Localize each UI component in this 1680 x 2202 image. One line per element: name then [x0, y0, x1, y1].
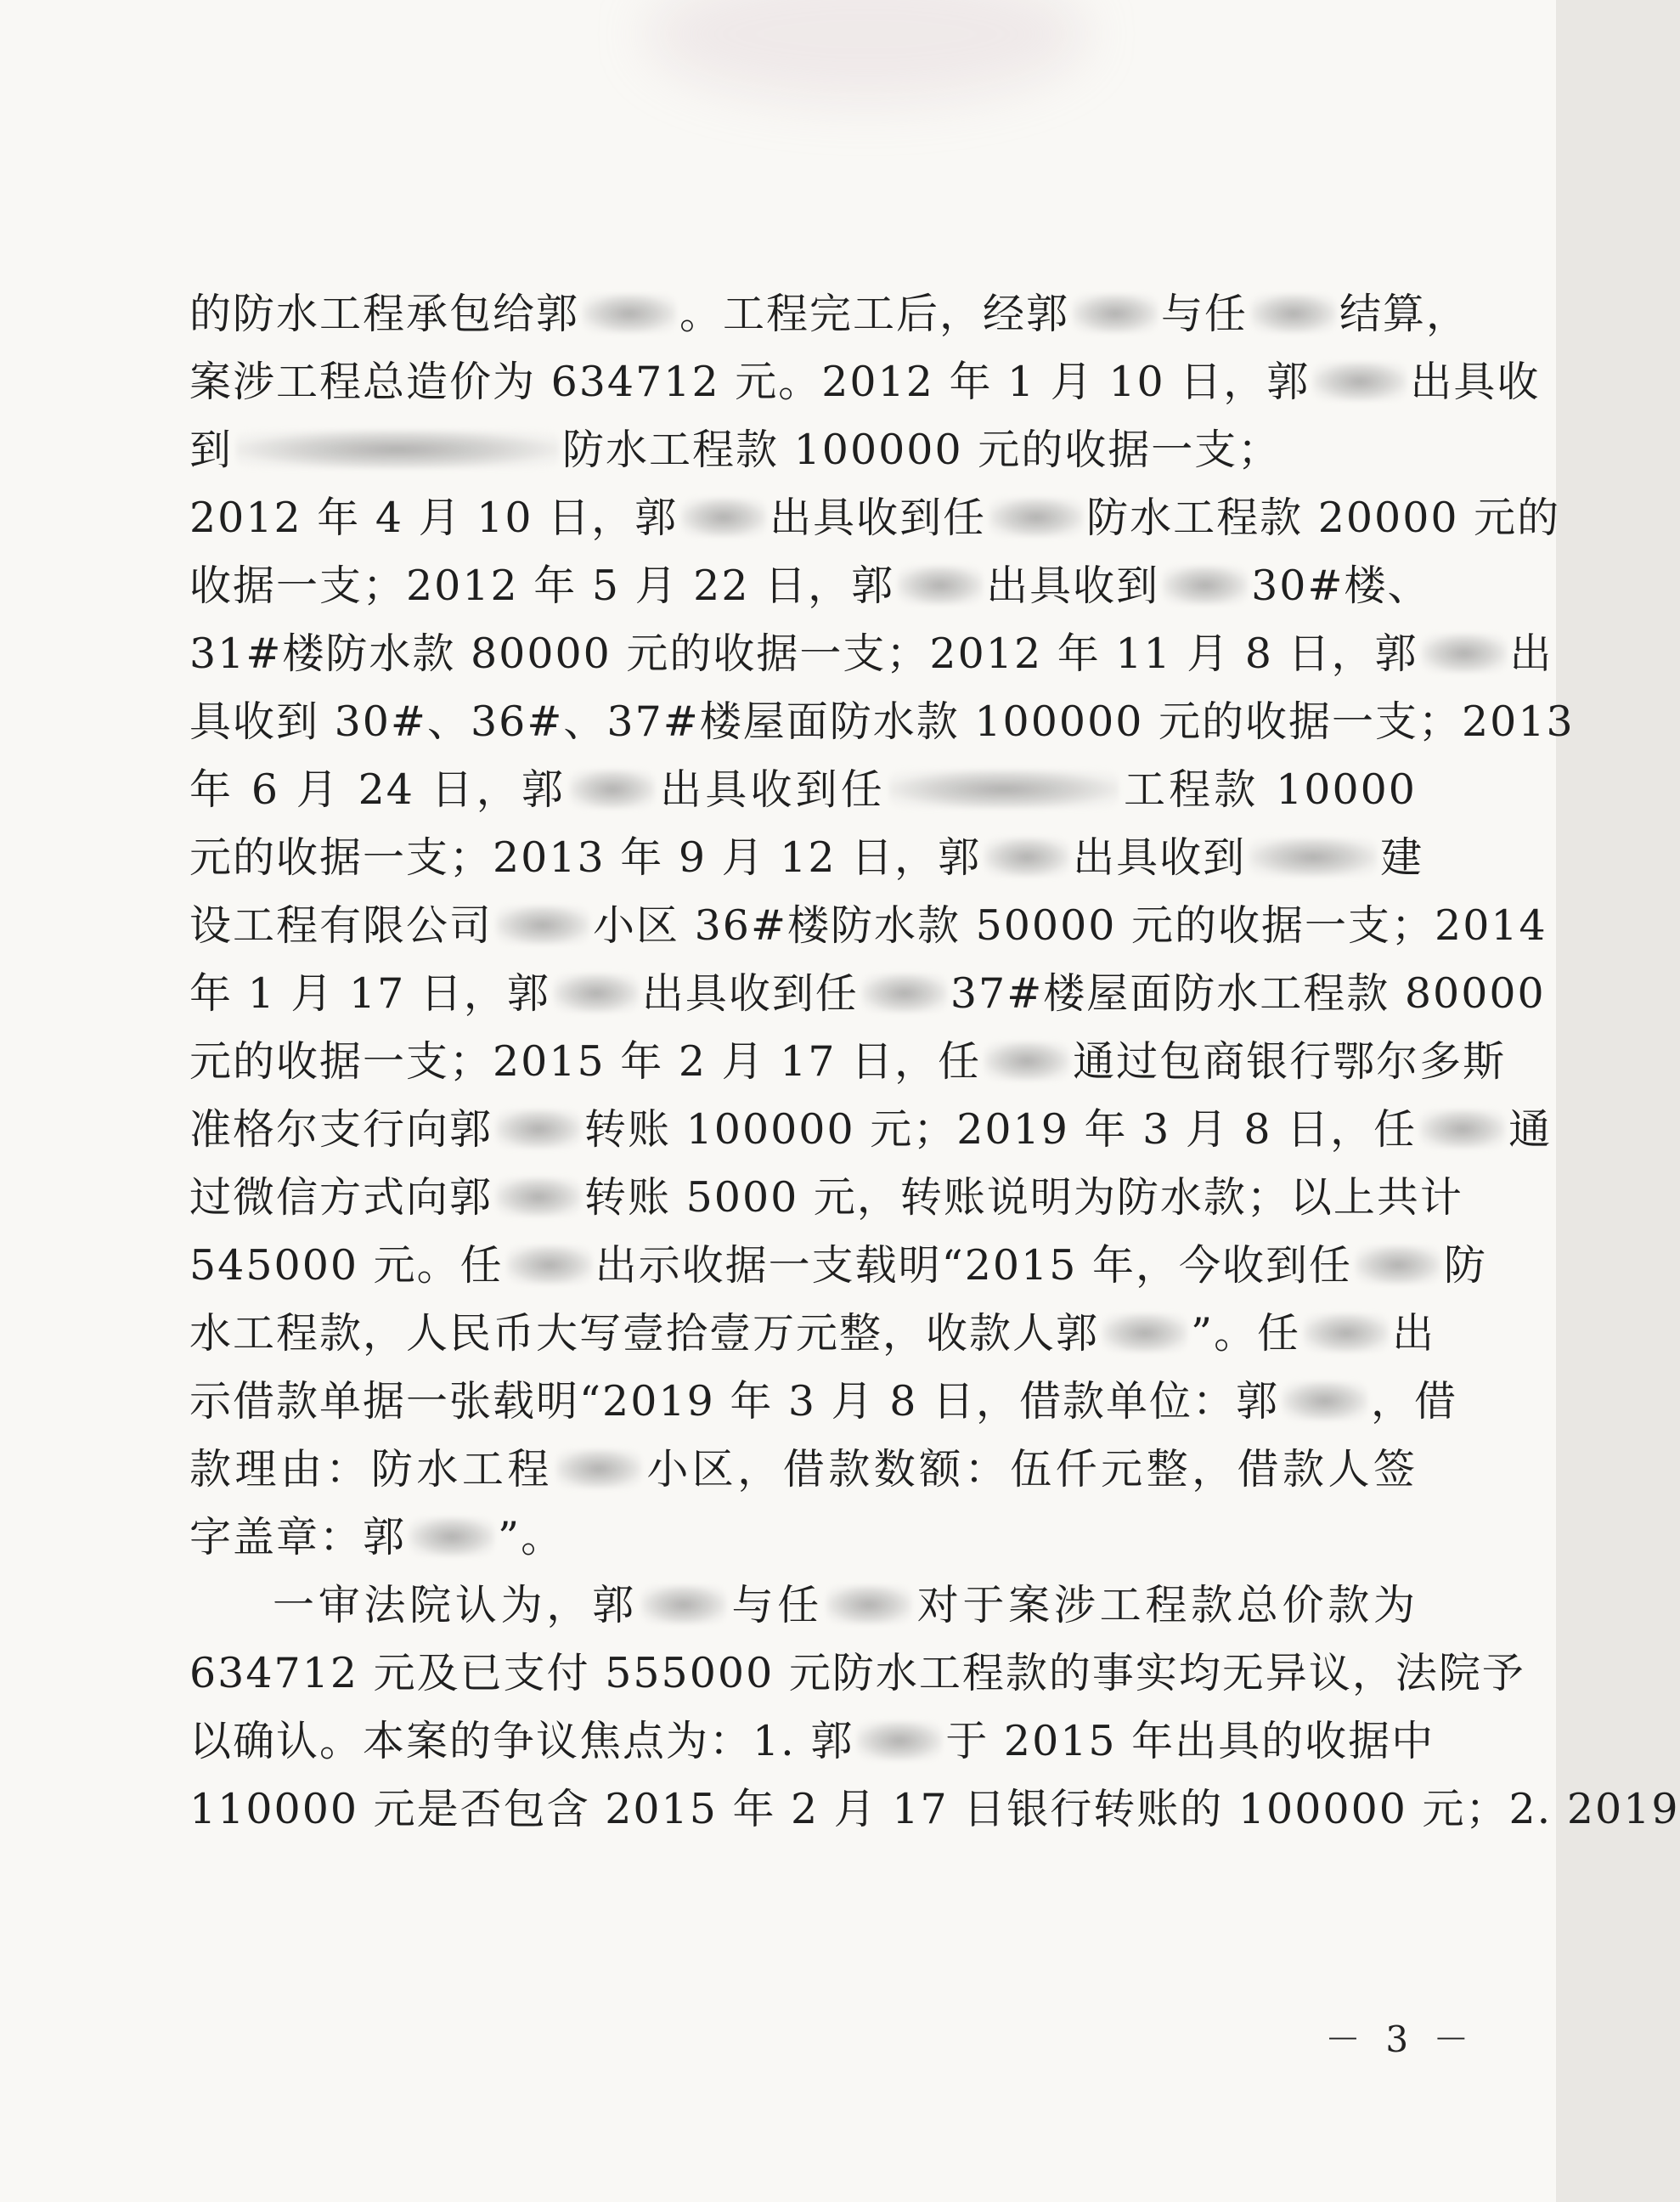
body-text: 于 2015 年出具的收据中: [945, 1717, 1435, 1765]
body-text: 防水工程款 20000 元的: [1086, 494, 1561, 542]
body-text: 建: [1380, 833, 1424, 882]
redacted-name-blur: [989, 498, 1083, 537]
body-text: 设工程有限公司: [189, 901, 493, 950]
body-line: [189, 280, 1470, 348]
redacted-name-blur: [1356, 1245, 1440, 1284]
body-line: [189, 1708, 1435, 1776]
redacted-name-blur: [984, 1042, 1069, 1081]
body-text: 出具收到: [986, 562, 1160, 610]
body-text: 转账 5000 元，转账说明为防水款；以上共计: [584, 1173, 1463, 1222]
body-text: 出具收: [1410, 358, 1541, 406]
body-line: [189, 1164, 1463, 1232]
body-text: 与任: [1161, 290, 1249, 338]
redacted-name-blur: [496, 1109, 581, 1149]
redacted-name-blur: [984, 838, 1069, 877]
body-line: [189, 1504, 1417, 1572]
body-text: 过微信方式向郭: [189, 1173, 493, 1222]
redacted-name-blur: [857, 1721, 942, 1760]
body-text: 出具收到任: [770, 494, 987, 542]
redacted-name-blur: [409, 1517, 494, 1556]
body-text: 通过包商银行鄂尔多斯: [1073, 1037, 1507, 1086]
redacted-name-blur: [826, 1585, 911, 1624]
body-text: 2012 年 4 月 10 日，郭: [189, 494, 679, 542]
body-line: [189, 824, 1424, 892]
body-text: 防: [1443, 1241, 1487, 1290]
body-text: 年 6 月 24 日，郭: [189, 765, 567, 814]
body-text: 小区，借款数额：伍仟元整，借款人签: [644, 1445, 1417, 1493]
body-text: 的防水工程承包给郭: [189, 290, 580, 338]
redacted-name-blur: [496, 1177, 581, 1217]
redacted-name-blur: [570, 770, 655, 809]
redacted-name-blur: [862, 974, 947, 1013]
redacted-name-blur: [681, 498, 766, 537]
body-text: ，借: [1370, 1377, 1457, 1426]
redacted-name-blur: [898, 566, 983, 605]
body-line: [189, 552, 1431, 620]
body-text: 元的收据一支；2013 年 9 月 12 日，郭: [189, 833, 982, 882]
body-line: [189, 960, 1546, 1028]
body-text: 收据一支；2012 年 5 月 22 日，郭: [189, 562, 895, 610]
redacted-name-blur: [1163, 566, 1248, 605]
body-line: [189, 484, 1561, 552]
body-text: 出具收到任: [641, 969, 859, 1018]
body-line: [189, 1300, 1436, 1368]
body-text: 防水工程款 100000 元的收据一支；: [562, 426, 1282, 474]
body-text: 字盖章：郭: [189, 1513, 407, 1561]
redacted-name-blur: [496, 906, 589, 945]
document-body: [189, 280, 1680, 1843]
body-text: 一审法院认为，郭: [273, 1581, 638, 1629]
body-text: 出具收到任: [658, 765, 886, 814]
redacted-name-blur: [1251, 294, 1336, 333]
body-text: 出: [1509, 630, 1553, 678]
body-line: [189, 756, 1417, 824]
body-text: 到: [189, 426, 234, 474]
body-text: 款理由：防水工程: [189, 1445, 553, 1493]
body-text: 634712 元及已支付 555000 元防水工程款的事实均无异议，法院予: [189, 1649, 1525, 1697]
body-text: 31#楼防水款 80000 元的收据一支；2012 年 11 月 8 日，郭: [189, 630, 1418, 678]
body-line: [189, 1232, 1487, 1300]
body-text: 110000 元是否包含 2015 年 2 月 17 日银行转账的 100000 元；2. 2019: [189, 1785, 1680, 1833]
body-text: 以确认。本案的争议焦点为：1. 郭: [189, 1717, 854, 1765]
body-text: 。工程完工后，经郭: [679, 290, 1070, 338]
redacted-name-blur: [554, 974, 639, 1013]
body-text: 对于案涉工程款总价款为: [915, 1581, 1417, 1629]
body-line: [189, 1776, 1680, 1843]
body-text: 水工程款，人民币大写壹拾壹万元整，收款人郭: [189, 1309, 1100, 1358]
body-text: 工程款 10000: [1121, 765, 1417, 814]
body-text: 结算，: [1339, 290, 1470, 338]
body-text: 案涉工程总造价为 634712 元。2012 年 1 月 10 日，郭: [189, 358, 1311, 406]
body-line: [189, 416, 1417, 484]
redacted-name-blur: [1102, 1313, 1187, 1352]
body-line: [189, 1436, 1417, 1504]
body-text: 与任: [729, 1581, 823, 1629]
redacted-name-blur: [1249, 838, 1377, 877]
body-text: 30#楼、: [1251, 562, 1431, 610]
redacted-name-blur: [1422, 634, 1507, 673]
body-line: [189, 1096, 1553, 1164]
body-text: 出示收据一支载明“2015 年，今收到任: [595, 1241, 1352, 1290]
body-text: 转账 100000 元；2019 年 3 月 8 日，任: [584, 1105, 1418, 1154]
redacted-name-blur: [1073, 294, 1158, 333]
redacted-name-blur: [1420, 1109, 1505, 1149]
redacted-name-blur: [641, 1585, 726, 1624]
body-text: 元的收据一支；2015 年 2 月 17 日，任: [189, 1037, 982, 1086]
redacted-name-blur: [1313, 362, 1407, 401]
redacted-name-blur: [583, 294, 676, 333]
body-line: [189, 1572, 1417, 1640]
body-text: 通: [1508, 1105, 1553, 1154]
redacted-name-blur: [1304, 1313, 1389, 1352]
body-text: 37#楼屋面防水工程款 80000: [950, 969, 1546, 1018]
redacted-name-blur: [507, 1245, 592, 1284]
body-text: 小区 36#楼防水款 50000 元的收据一支；2014: [593, 901, 1548, 950]
body-line: [189, 1028, 1507, 1096]
body-text: 545000 元。任: [189, 1241, 504, 1290]
body-text: 具收到 30#、36#、37#楼屋面防水款 100000 元的收据一支；2013: [189, 697, 1575, 746]
redacted-name-blur: [889, 770, 1119, 809]
body-text: 出: [1392, 1309, 1436, 1358]
redacted-name-blur: [1283, 1381, 1367, 1420]
body-line: [189, 688, 1575, 756]
body-line: [189, 1368, 1457, 1436]
redacted-name-blur: [556, 1449, 641, 1488]
body-text: 年 1 月 17 日，郭: [189, 969, 550, 1018]
body-text: ”。: [498, 1513, 565, 1561]
body-text: 示借款单据一张载明“2019 年 3 月 8 日，借款单位：郭: [189, 1377, 1279, 1426]
body-line: [189, 892, 1548, 960]
redacted-name-blur: [236, 430, 559, 469]
body-line: [189, 620, 1553, 688]
paper-smudge: [646, 0, 1087, 102]
body-text: ”。任: [1191, 1309, 1301, 1358]
page-number: － 3 －: [1325, 2019, 1476, 2060]
body-text: 准格尔支行向郭: [189, 1105, 493, 1154]
body-text: 出具收到: [1073, 833, 1247, 882]
body-line: [189, 348, 1541, 416]
body-line: [189, 1640, 1525, 1708]
